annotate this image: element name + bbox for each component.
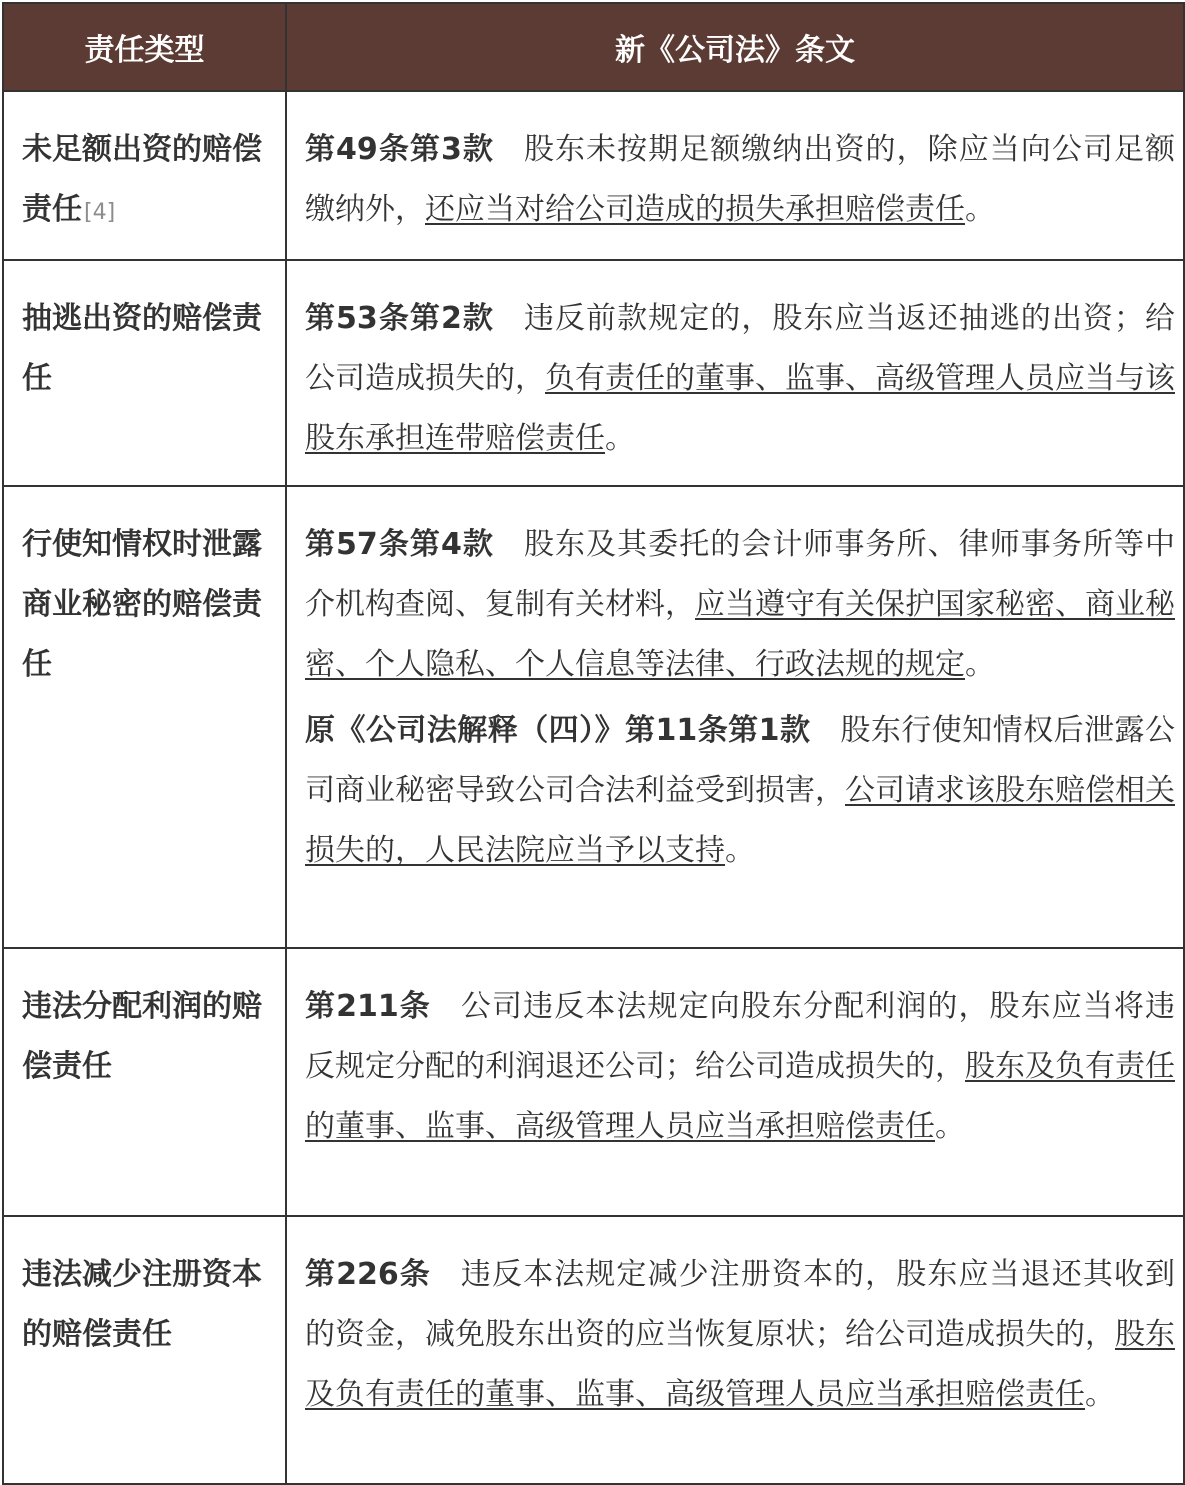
law-text-cell (286, 1216, 1184, 1484)
article-label: 原《公司法解释（四）》第11条第1款 (305, 713, 811, 748)
liability-type-cell (3, 260, 286, 486)
law-text-cell (286, 260, 1184, 486)
footnote-ref[interactable]: [4] (84, 200, 116, 225)
table-row (3, 486, 1184, 948)
table-row (3, 91, 1184, 260)
provision-underlined-text: 公司请求该股东赔偿相关损失的，人民法院应当予以支持 (305, 773, 1175, 868)
provision-end: 。 (965, 192, 995, 227)
law-text-cell (286, 486, 1184, 948)
liability-type-cell (3, 91, 286, 260)
article-label: 第226条 (305, 1257, 431, 1292)
provision-end: 。 (965, 647, 995, 682)
liability-type: 抽逃出资的赔偿责任 (22, 301, 262, 396)
provision-underlined-text: 负有责任的董事、监事、高级管理人员应当与该股东承担连带赔偿责任 (305, 361, 1175, 456)
provision (305, 1245, 1175, 1425)
provision (305, 701, 1175, 881)
liability-type-cell (3, 948, 286, 1216)
provision (305, 289, 1175, 469)
article-label: 第57条第4款 (305, 527, 494, 562)
article-label: 第211条 (305, 989, 431, 1024)
provision-underlined-text: 应当遵守有关保护国家秘密、商业秘密、个人隐私、个人信息等法律、行政法规的规定 (305, 587, 1175, 682)
provision (305, 120, 1175, 240)
provision-end: 。 (605, 421, 635, 456)
law-text-cell (286, 948, 1184, 1216)
table-row (3, 1216, 1184, 1484)
provision-underlined-text: 股东及负有责任的董事、监事、高级管理人员应当承担赔偿责任 (305, 1049, 1175, 1144)
provision (305, 977, 1175, 1157)
provision-text: 股东及其委托的会计师事务所、律师事务所等中介机构查阅、复制有关材料， (305, 527, 1176, 622)
law-text-cell (286, 91, 1184, 260)
liability-type-cell (3, 486, 286, 948)
header-law-text: 新《公司法》条文 (286, 3, 1184, 91)
header-liability-type: 责任类型 (3, 3, 286, 91)
provision-text: 违反前款规定的，股东应当返还抽逃的出资；给公司造成损失的， (305, 301, 1176, 396)
liability-type-cell (3, 1216, 286, 1484)
liability-type: 违法分配利润的赔偿责任 (22, 989, 262, 1084)
provision-underlined-text: 股东及负有责任的董事、监事、高级管理人员应当承担赔偿责任 (305, 1317, 1175, 1412)
liability-type: 行使知情权时泄露商业秘密的赔偿责任 (22, 527, 262, 682)
provision-underlined-text: 还应当对给公司造成的损失承担赔偿责任 (425, 192, 965, 227)
header-row (3, 3, 1184, 91)
liability-table (2, 2, 1185, 1485)
liability-type: 违法减少注册资本的赔偿责任 (22, 1257, 262, 1352)
provision-end: 。 (1085, 1377, 1115, 1412)
provision-end: 。 (725, 833, 755, 868)
provision-text: 违反本法规定减少注册资本的，股东应当退还其收到的资金，减免股东出资的应当恢复原状；给公司造成损失的， (305, 1257, 1176, 1352)
article-label: 第49条第3款 (305, 132, 494, 167)
provision (305, 515, 1175, 695)
article-label: 第53条第2款 (305, 301, 494, 336)
provision-end: 。 (935, 1109, 965, 1144)
provision-text: 股东行使知情权后泄露公司商业秘密导致公司合法利益受到损害， (305, 713, 1176, 808)
provision-text: 公司违反本法规定向股东分配利润的，股东应当将违反规定分配的利润退还公司；给公司造成损失的， (305, 989, 1176, 1084)
provision-text: 股东未按期足额缴纳出资的，除应当向公司足额缴纳外， (305, 132, 1176, 227)
table-row (3, 260, 1184, 486)
liability-type: 未足额出资的赔偿责任 (22, 132, 262, 227)
table-row (3, 948, 1184, 1216)
